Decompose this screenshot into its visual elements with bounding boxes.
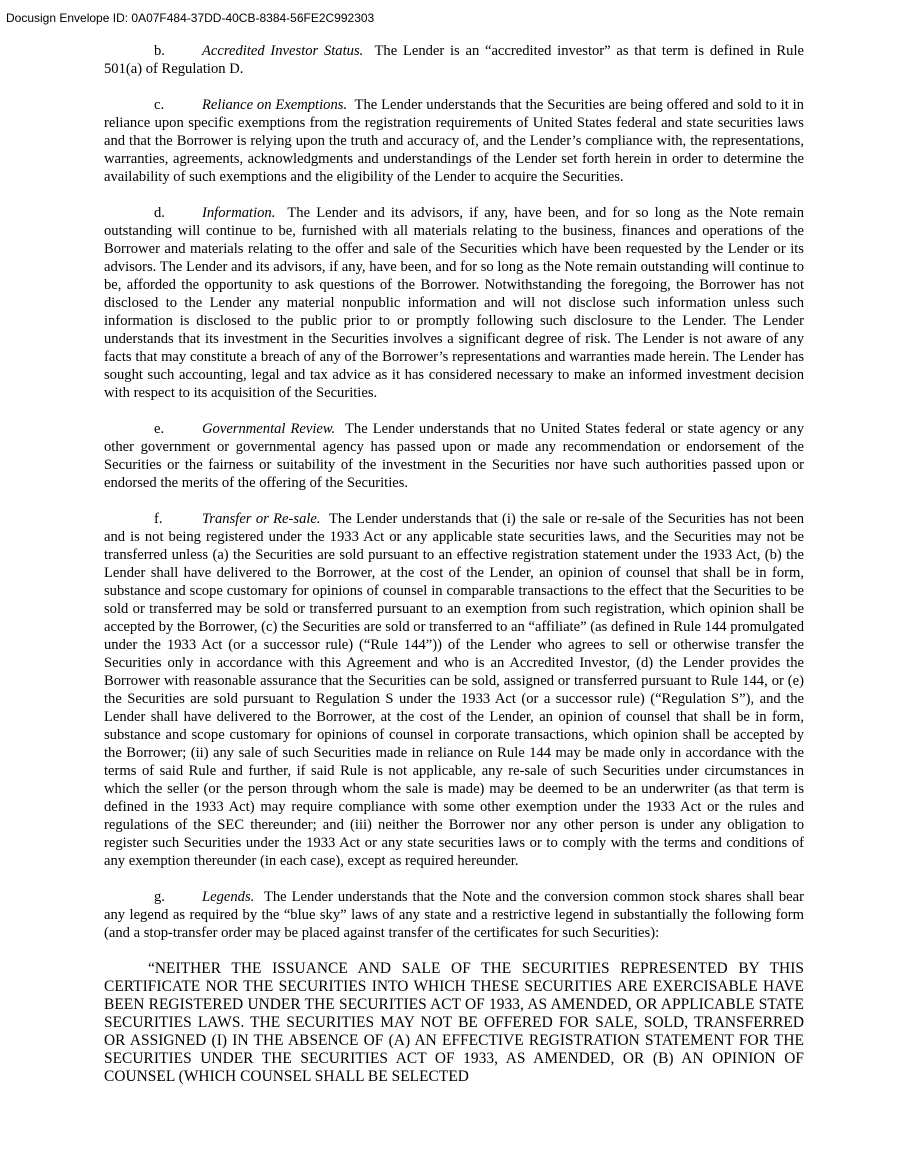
section-title: Governmental Review. xyxy=(202,421,336,437)
section-title: Legends. xyxy=(202,889,255,905)
section-c xyxy=(104,96,804,186)
section-text: The Lender is an “accredited investor” as that term is defined in Rule 501(a) of Regulation D. xyxy=(104,43,804,77)
section-e xyxy=(104,420,804,492)
section-b xyxy=(104,42,804,78)
section-title: Reliance on Exemptions. xyxy=(202,97,348,113)
section-title: Information. xyxy=(202,205,276,221)
envelope-id: Docusign Envelope ID: 0A07F484-37DD-40CB-8384-56FE2C992303 xyxy=(6,11,375,25)
section-text: The Lender understands that no United States federal or state agency or any other government or governmental agency has passed upon or made any recommendation or endorsement of the Securities or the fairness or suitability of the investment in the Securities nor have such authorities passed upon or endorsed the merits of the offering of the Securities. xyxy=(104,421,804,491)
section-number: d. xyxy=(154,205,165,221)
section-number: f. xyxy=(154,511,163,527)
section-number: g. xyxy=(154,889,165,905)
section-number: c. xyxy=(154,97,165,113)
section-title: Transfer or Re-sale. xyxy=(202,511,321,527)
section-f xyxy=(104,510,804,870)
section-text: The Lender understands that the Note and the conversion common stock shares shall bear any legend as required by the “blue sky” laws of any state and a restrictive legend in substantially the following form (and a stop-transfer order may be placed against transfer of the certificates for such Securities): xyxy=(104,889,804,941)
section-d xyxy=(104,204,804,402)
restrictive-legend: “NEITHER THE ISSUANCE AND SALE OF THE SECURITIES REPRESENTED BY THIS CERTIFICATE NOR THE SECURITIES INTO WHICH THESE SECURITIES ARE EXERCISABLE HAVE BEEN REGISTERED UNDER THE SECURITIES ACT OF 1933, AS AMENDED, OR APPLICABLE STATE SECURITIES LAWS. THE SECURITIES MAY NOT BE OFFERED FOR SALE, SOLD, TRANSFERRED OR ASSIGNED (I) IN THE ABSENCE OF (A) AN EFFECTIVE REGISTRATION STATEMENT FOR THE SECURITIES UNDER THE SECURITIES ACT OF 1933, AS AMENDED, OR (B) AN OPINION OF COUNSEL (WHICH COUNSEL SHALL BE SELECTED xyxy=(104,960,804,1085)
section-text: The Lender understands that the Securities are being offered and sold to it in reliance upon specific exemptions from the registration requirements of United States federal and state securities laws and that the Borrower is relying upon the truth and accuracy of, and the Lender’s compliance with, the representations, warranties, agreements, acknowledgments and understandings of the Lender set forth herein in order to determine the availability of such exemptions and the eligibility of the Lender to acquire the Securities. xyxy=(104,97,804,185)
section-number: b. xyxy=(154,43,165,59)
section-title: Accredited Investor Status. xyxy=(202,43,364,59)
document-page xyxy=(104,42,804,1086)
section-text: The Lender understands that (i) the sale or re-sale of the Securities has not been and is not being registered under the 1933 Act or any applicable state securities laws, and the Securities may not be transferred unless (a) the Securities are sold pursuant to an effective registration statement under the 1933 Act, (b) the Lender shall have delivered to the Borrower, at the cost of the Lender, an opinion of counsel that shall be in form, substance and scope customary for opinions of counsel in comparable transactions to the effect that the Securities to be sold or transferred may be sold or transferred pursuant to an exemption from such registration, which opinion shall be accepted by the Borrower, (c) the Securities are sold or transferred to an “affiliate” (as defined in Rule 144 promulgated under the 1933 Act (or a successor rule) (“Rule 144”)) of the Lender who agrees to sell or otherwise transfer the Securities only in accordance with this Agreement and who is an Accredited Investor, (d) the Lender provides the Borrower with reasonable assurance that the Securities can be sold, assigned or transferred pursuant to Rule 144, or (e) the Securities are sold pursuant to Regulation S under the 1933 Act (or a successor rule) (“Regulation S”), and the Lender shall have delivered to the Borrower, at the cost of the Lender, an opinion of counsel that shall be in form, substance and scope customary for opinions of counsel in corporate transactions, which opinion shall be accepted by the Borrower; (ii) any sale of such Securities made in reliance on Rule 144 may be made only in accordance with the terms of said Rule and further, if said Rule is not applicable, any re-sale of such Securities under circumstances in which the seller (or the person through whom the sale is made) may be deemed to be an underwriter (as that term is defined in the 1933 Act) may require compliance with some other exemption under the 1933 Act or the rules and regulations of the SEC thereunder; and (iii) neither the Borrower nor any other person is under any obligation to register such Securities under the 1933 Act or any state securities laws or to comply with the terms and conditions of any exemption thereunder (in each case), except as required hereunder. xyxy=(104,511,804,869)
section-number: e. xyxy=(154,421,165,437)
section-g xyxy=(104,888,804,942)
section-text: The Lender and its advisors, if any, have been, and for so long as the Note remain outstanding will continue to be, furnished with all materials relating to the business, finances and operations of the Borrower and materials relating to the offer and sale of the Securities which have been requested by the Lender or its advisors. The Lender and its advisors, if any, have been, and for so long as the Note remain outstanding will continue to be, afforded the opportunity to ask questions of the Borrower. Notwithstanding the foregoing, the Borrower has not disclosed to the Lender any material nonpublic information and will not disclose such information unless such information is disclosed to the public prior to or promptly following such disclosure to the Lender. The Lender understands that its investment in the Securities involves a significant degree of risk. The Lender is not aware of any facts that may constitute a breach of any of the Borrower’s representations and warranties made herein. The Lender has sought such accounting, legal and tax advice as it has considered necessary to make an informed investment decision with respect to its acquisition of the Securities. xyxy=(104,205,804,401)
